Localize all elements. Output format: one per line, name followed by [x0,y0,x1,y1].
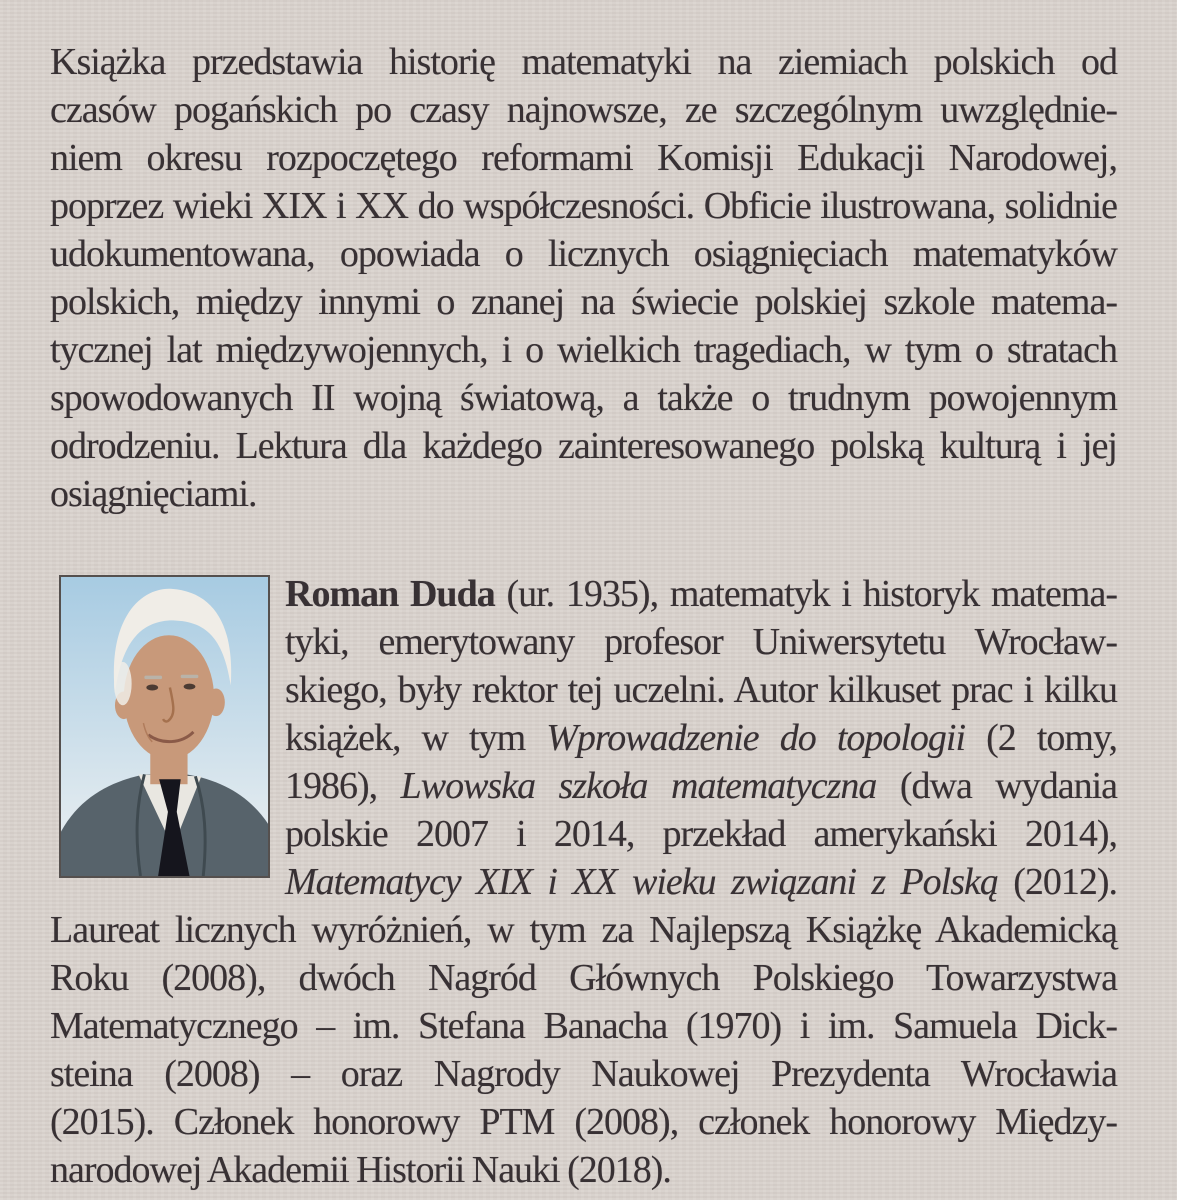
photo-eye-right [184,684,196,690]
text-segment: książek, w tym [285,717,547,759]
text-segment: tycznej lat międzywojennych, i o wielkich tragediach, w tym o stratach [50,329,1117,371]
text-segment: Matematycznego – im. Stefana Banacha (1970) i im. Samuela Dick- [50,1005,1117,1047]
text-line [50,906,1117,954]
photo-brow-left [144,676,162,679]
text-line [50,954,1117,1002]
text-line [50,1146,1117,1194]
text-segment: spowodowanych II wojną światową, a także o trudnym powojennym [50,377,1117,419]
text-segment: Laureat licznych wyróżnień, w tym za Najlepszą Książkę Akademicką [50,909,1117,951]
text-line [50,86,1117,134]
text-segment: udokumentowana, opowiada o licznych osiągnięciach matematyków [50,233,1117,275]
text-line [285,570,1117,618]
text-line [285,762,1117,810]
text-line [50,374,1117,422]
text-line [285,618,1117,666]
text-segment: niem okresu rozpoczętego reformami Komisji Edukacji Narodowej, [50,137,1117,179]
text-segment: skiego, były rektor tej uczelni. Autor kilkuset prac i kilku [285,669,1117,711]
author-photo [59,575,270,878]
author-portrait-illustration [61,577,268,876]
text-segment: Roku (2008), dwóch Nagród Głównych Polskiego Towarzystwa [50,957,1117,999]
author-bio-text [285,570,1117,906]
text-segment: (ur. 1935), matematyk i historyk matema- [494,573,1117,615]
text-line [285,858,1117,906]
text-line [285,810,1117,858]
awards-paragraph [50,906,1117,1194]
author-bio-section [50,570,1117,906]
photo-sideburn [114,662,132,705]
text-line [50,1050,1117,1098]
text-segment: Matematycy XIX i XX wieku związani z Polską [285,861,998,903]
photo-brow-right [181,675,199,678]
text-line [50,278,1117,326]
photo-eye-left [146,685,158,691]
text-segment: (2 tomy, [965,717,1117,759]
text-segment: Lwowska szkoła matematyczna [400,765,877,807]
text-line [50,326,1117,374]
text-segment: Książka przedstawia historię matematyki na ziemiach polskich od [50,41,1117,83]
text-line [50,38,1117,86]
text-line [50,470,1117,518]
text-segment: polskich, między innymi o znanej na świecie polskiej szkole matema- [50,281,1117,323]
text-line [285,666,1117,714]
text-segment: Wprowadzenie do topologii [546,717,966,759]
text-segment: tyki, emerytowany profesor Uniwersytetu Wrocław- [285,621,1117,663]
text-segment: osiągnięciami. [50,473,257,515]
text-line [50,1098,1117,1146]
text-line [50,422,1117,470]
text-segment: odrodzeniu. Lektura dla każdego zainteresowanego polską kulturą i jej [50,425,1117,467]
text-line [285,714,1117,762]
text-line [50,230,1117,278]
text-segment: (dwa wydania [876,765,1117,807]
text-segment: (2012). [997,861,1118,903]
text-line [50,1002,1117,1050]
text-segment: (2015). Członek honorowy PTM (2008), członek honorowy Między- [50,1101,1117,1143]
text-segment: polskie 2007 i 2014, przekład amerykański 2014), [285,813,1117,855]
text-line [50,134,1117,182]
text-segment: 1986), [285,765,401,807]
text-segment: steina (2008) – oraz Nagrody Naukowej Prezydenta Wrocławia [50,1053,1117,1095]
text-segment: Roman Duda [285,573,495,615]
text-segment: narodowej Akademii Historii Nauki (2018). [50,1149,671,1191]
text-segment: poprzez wieki XIX i XX do współczesności. Obficie ilustrowana, solidnie [50,185,1117,227]
text-line [50,182,1117,230]
intro-paragraph [50,38,1117,518]
text-segment: czasów pogańskich po czasy najnowsze, ze szczególnym uwzględnie- [50,89,1117,131]
